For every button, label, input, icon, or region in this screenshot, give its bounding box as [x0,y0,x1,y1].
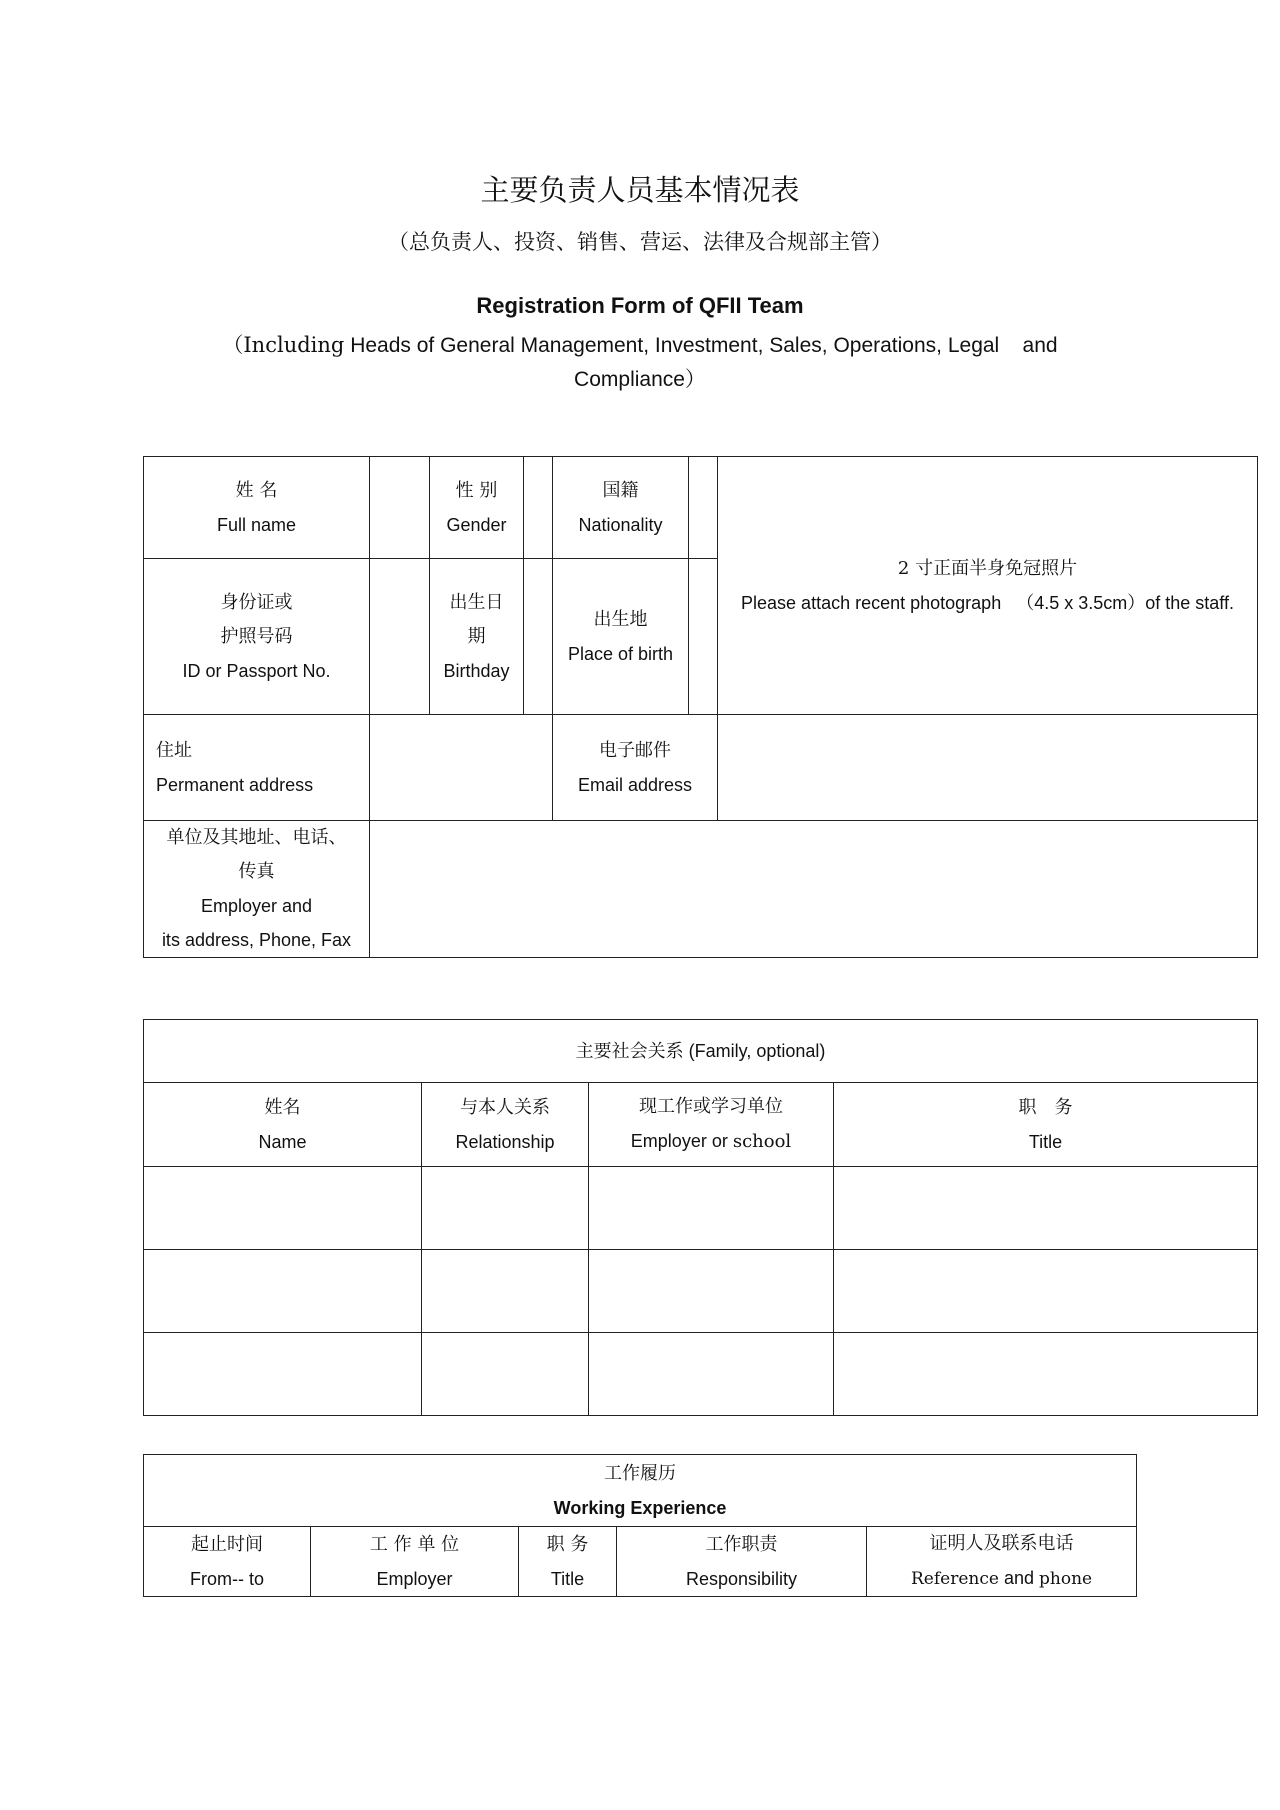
work-col-from-to: 起止时间 From-- to [144,1527,311,1597]
photo-label-zh: 2 寸正面半身免冠照片 [897,557,1078,579]
table-row [144,1167,1258,1250]
family-cell[interactable] [144,1250,422,1333]
personal-info-table [143,456,1258,958]
family-col-employer: 现工作或学习单位 Employer or school [589,1083,834,1167]
photo-box[interactable] [718,457,1258,715]
family-cell[interactable] [422,1250,589,1333]
table-row [144,1250,1258,1333]
family-table [143,1019,1258,1416]
family-section-header: 主要社会关系 (Family, optional) [144,1020,1258,1083]
family-col-title: 职 务 Title [834,1083,1258,1167]
family-cell[interactable] [834,1333,1258,1416]
subtitle-en-tail: Compliance） [574,368,706,391]
family-cell[interactable] [834,1167,1258,1250]
form-title-zh: 主要负责人员基本情况表 [480,173,800,207]
family-cell[interactable] [144,1333,422,1416]
work-col-employer: 工 作 单 位 Employer [311,1527,519,1597]
id-passport-label: 身份证或 护照号码 ID or Passport No. [144,559,370,715]
work-col-reference: 证明人及联系电话 Reference and phone [867,1527,1137,1597]
employer-field[interactable] [370,821,1258,958]
work-experience-table [143,1454,1137,1597]
family-cell[interactable] [422,1333,589,1416]
address-field[interactable] [370,715,553,821]
form-subtitle-zh: （总负责人、投资、销售、营运、法律及合规部主管） [388,230,892,254]
subtitle-en-rest: Heads of General Management, Investment, Sales, Operations, Legal and [350,334,1058,357]
family-cell[interactable] [422,1167,589,1250]
employer-label: 单位及其地址、电话、 传真 Employer and its address, Phone, Fax [144,821,370,958]
family-cell[interactable] [589,1167,834,1250]
full-name-label: 姓 名 Full name [144,457,370,559]
birthplace-field[interactable] [689,559,718,715]
work-section-header: 工作履历 Working Experience [144,1455,1137,1527]
email-label: 电子邮件 Email address [553,715,718,821]
family-cell[interactable] [144,1167,422,1250]
work-col-responsibility: 工作职责 Responsibility [617,1527,867,1597]
photo-label-en: Please attach recent photograph （4.5 x 3.5cm）of the staff. [741,592,1234,613]
birthplace-label: 出生地 Place of birth [553,559,689,715]
id-passport-field[interactable] [370,559,430,715]
birthday-field[interactable] [524,559,553,715]
email-field[interactable] [718,715,1258,821]
subtitle-en-lead: （Including [222,333,345,357]
address-label: 住址 Permanent address [144,715,370,821]
family-col-relationship: 与本人关系 Relationship [422,1083,589,1167]
family-cell[interactable] [834,1250,1258,1333]
form-subtitle-en [190,328,1090,397]
nationality-label: 国籍 Nationality [553,457,689,559]
gender-label: 性 别 Gender [430,457,524,559]
family-col-name: 姓名 Name [144,1083,422,1167]
family-cell[interactable] [589,1333,834,1416]
gender-field[interactable] [524,457,553,559]
work-col-title: 职 务 Title [519,1527,617,1597]
birthday-label: 出生日 期 Birthday [430,559,524,715]
form-title-en: Registration Form of QFII Team [476,293,804,318]
table-row [144,1333,1258,1416]
family-cell[interactable] [589,1250,834,1333]
full-name-field[interactable] [370,457,430,559]
nationality-field[interactable] [689,457,718,559]
